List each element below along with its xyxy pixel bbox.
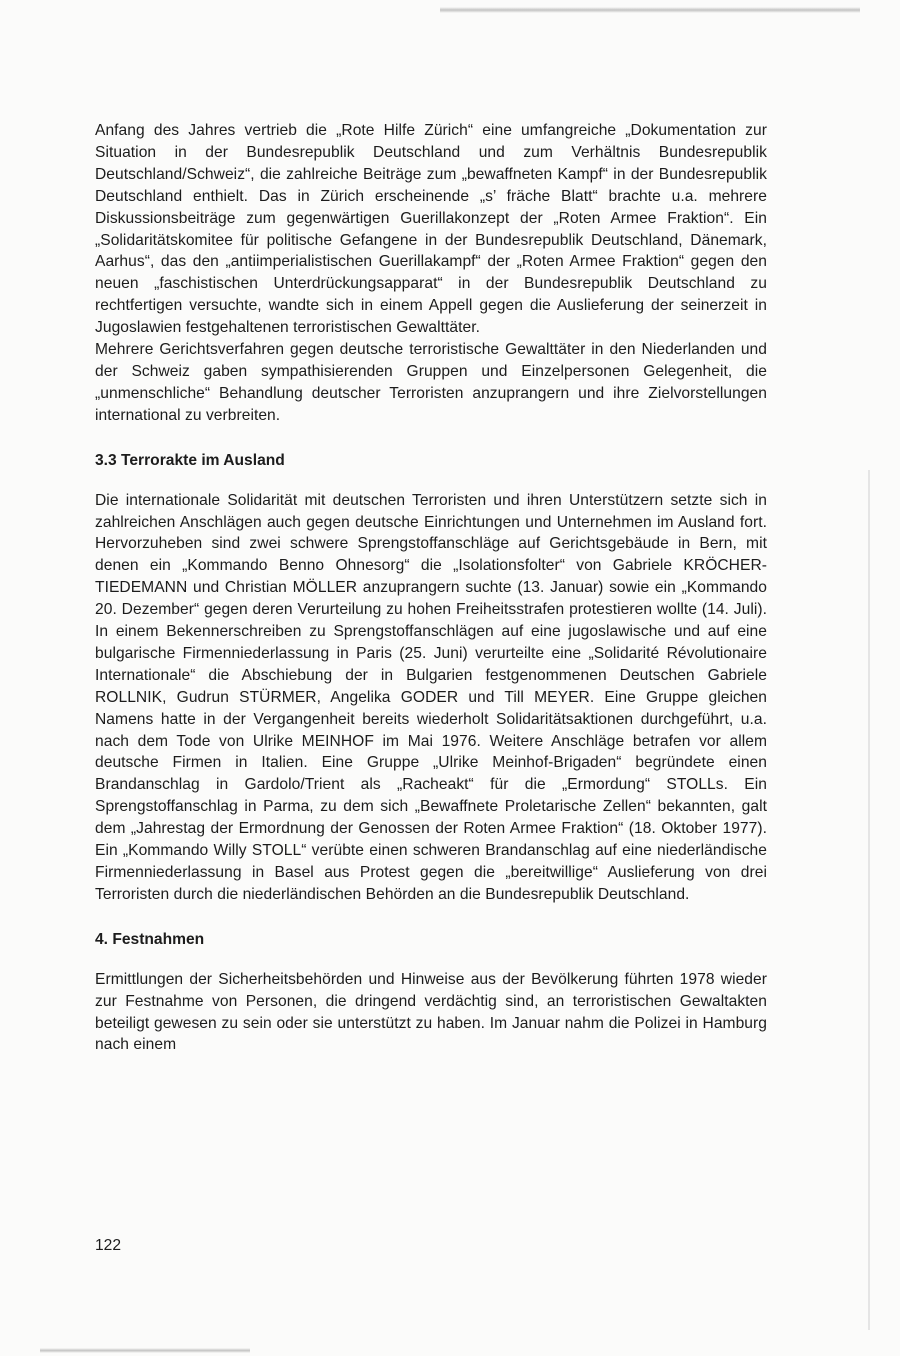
section-heading-3-3: 3.3 Terrorakte im Ausland — [95, 451, 285, 469]
scan-edge-top — [440, 7, 860, 13]
section-3-3-body: Die internationale Solidarität mit deutschen Terroristen und ihren Unterstützern setzte sich in zahlreichen Anschlägen auch gegen deutsche Einrichtungen und Unternehmen im Ausland fort. Hervorzuheben sind zwei schwere Sprengstoffanschläge auf Gerichtsgebäude in Bern, mit denen ein „Kommando Benno Ohnesorg“ die „Isolationsfolter“ von Gabriele KRÖCHER-TIEDEMANN und Christian MÖLLER anzuprangern suchte (13. Januar) sowie ein „Kommando 20. Dezember“ gegen deren Verurteilung zu hohen Freiheitsstrafen protestieren wollte (14. Juli). In einem Bekennerschreiben zu Sprengstoffanschlägen auf eine jugoslawische und auf eine bulgarische Firmenniederlassung in Paris (25. Juni) verurteilte eine „Solidarité Révolutionaire Internationale“ die Abschiebung der in Bulgarien festgenommenen Deutschen Gabriele ROLLNIK, Gudrun STÜRMER, Angelika GODER und Till MEYER. Eine Gruppe gleichen Namens hatte in der Vergangenheit bereits wiederholt Solidaritätsaktionen durchgeführt, u.a. nach dem Tode von Ulrike MEINHOF im Mai 1976. Weitere Anschläge betrafen vor allem deutsche Firmen in Italien. Eine Gruppe „Ulrike Meinhof-Brigaden“ begründete einen Brandanschlag in Gardolo/Trient als „Racheakt“ für die „Ermordung“ STOLLs. Ein Sprengstoffanschlag in Parma, zu dem sich „Bewaffnete Proletarische Zellen“ bekannten, galt dem „Jahrestag der Ermordnung der Genossen der Roten Armee Fraktion“ (18. Oktober 1977). Ein „Kommando Willy STOLL“ verübte einen schweren Brandanschlag auf eine niederländische Firmenniederlassung in Basel aus Protest gegen die „bereitwillige“ Auslieferung von drei Terroristen durch die niederländischen Behörden an die Bundesrepublik Deutschland. — [95, 491, 767, 903]
scan-edge-bottom — [40, 1348, 250, 1353]
page-number: 122 — [95, 1237, 122, 1254]
scan-edge-right — [868, 470, 870, 1330]
section-heading-4: 4. Festnahmen — [95, 930, 205, 948]
intro-paragraph-2: Mehrere Gerichtsverfahren gegen deutsche terroristische Gewalttäter in den Niederlanden und der Schweiz gaben sympathisierenden Gruppen und Einzelpersonen Gelegenheit, die „unmenschliche“ Behandlung deutscher Terroristen anzuprangern und ihre Zielvorstellungen international zu verbreiten. — [95, 341, 767, 424]
section-4-body: Ermittlungen der Sicherheitsbehörden und Hinweise aus der Bevölkerung führten 1978 wieder zur Festnahme von Personen, die dringend verdächtig sind, an terroristischen Gewaltakten beteiligt gewesen zu sein oder sie unterstützt zu haben. Im Januar nahm die Polizei in Hamburg nach einem — [95, 970, 767, 1054]
page-body — [95, 120, 767, 1056]
intro-paragraph-1: Anfang des Jahres vertrieb die „Rote Hilfe Zürich“ eine umfangreiche „Dokumentation zur Situation in der Bundesrepublik Deutschland und zum Verhältnis Bundesrepublik Deutschland/Schweiz“, die zahlreiche Beiträge zum „bewaffneten Kampf“ in der Bundesrepublik Deutschland enthielt. Das in Zürich erscheinende „s’ fräche Blatt“ brachte u.a. mehrere Diskussionsbeiträge zum gegenwärtigen Guerillakonzept der „Roten Armee Fraktion“. Ein „Solidaritätskomitee für politische Gefangene in der Bundesrepublik Deutschland, Dänemark, Aarhus“, das den „antiimperialistischen Guerillakampf“ der „Roten Armee Fraktion“ gegen den neuen „faschistischen Unterdrückungsapparat“ in der Bundesrepublik Deutschland zu rechtfertigen versuchte, wandte sich in einem Appell gegen die Auslieferung der seinerzeit in Jugoslawien festgehaltenen terroristischen Gewalttäter. — [95, 122, 767, 337]
